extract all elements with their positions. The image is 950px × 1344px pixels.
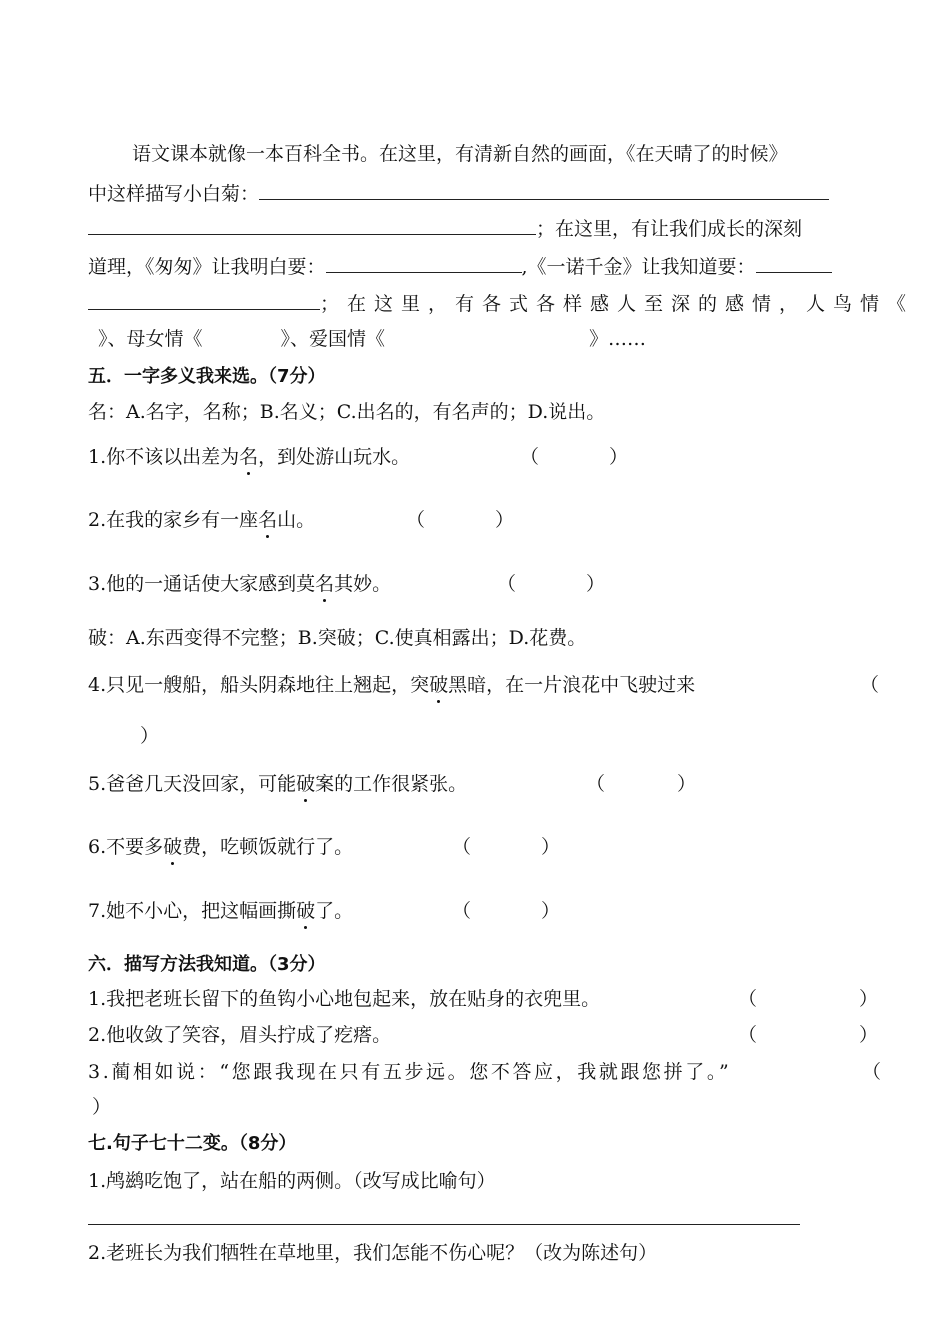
answer-blank-yinuoqianjin-2[interactable]	[88, 289, 320, 310]
intro-line-6-c: 》……	[589, 328, 647, 350]
answer-paren-5-4-close[interactable]: ）	[140, 725, 160, 747]
intro-line-6-a: 》、母女情《	[98, 328, 203, 350]
emphasized-char: 名	[315, 573, 335, 595]
answer-blank-xiaobaiju-1[interactable]	[259, 179, 829, 200]
section-6-title: 六．描写方法我知道。（3分）	[88, 954, 326, 975]
intro-line-2-text: 中这样描写小白菊：	[88, 183, 260, 205]
question-5-3: 3.他的一通话使大家感到莫名其妙。	[88, 573, 392, 595]
intro-line-2	[88, 179, 829, 207]
intro-line-3-text: ；在这里，有让我们成长的深刻	[536, 218, 803, 240]
answer-blank-xiaobaiju-2[interactable]	[88, 214, 536, 235]
answer-paren-5-6[interactable]: （ ）	[452, 836, 561, 858]
answer-paren-6-3-close[interactable]: ）	[92, 1096, 112, 1118]
intro-line-1: 语文课本就像一本百科全书。在这里，有清新自然的画面，《在天晴了的时候》	[132, 143, 788, 165]
question-5-1: 1.你不该以出差为名，到处游山玩水。	[88, 446, 411, 468]
section-5-title: 五．一字多义我来选。（7分）	[88, 366, 326, 387]
emphasized-char: 破	[296, 900, 316, 922]
answer-paren-5-4-open[interactable]: （	[860, 674, 880, 696]
answer-paren-6-3-open[interactable]: （	[862, 1061, 882, 1083]
intro-line-5-text: ；在这里，有各式各样感人至深的感情，人鸟情《	[320, 293, 915, 315]
question-7-2: 2.老班长为我们牺牲在草地里，我们怎能不伤心呢？（改为陈述句）	[88, 1242, 658, 1264]
intro-line-4-a: 道理，《匆匆》让我明白要：	[88, 256, 326, 278]
question-6-2: 2.他收敛了笑容，眉头拧成了疙瘩。	[88, 1024, 392, 1046]
question-5-4: 4.只见一艘船，船头阴森地往上翘起，突破黑暗，在一片浪花中飞驶过来	[88, 674, 696, 696]
question-7-1: 1.鸬鹚吃饱了，站在船的两侧。（改写成比喻句）	[88, 1170, 496, 1192]
answer-line-7-1[interactable]	[88, 1224, 800, 1225]
emphasized-char: 破	[163, 836, 183, 858]
intro-line-4	[88, 252, 832, 280]
emphasized-char: 破	[429, 674, 449, 696]
emphasized-char: 破	[296, 773, 316, 795]
answer-paren-5-2[interactable]: （ ）	[406, 509, 515, 531]
answer-blank-yinuoqianjin-1[interactable]	[756, 252, 832, 273]
answer-blank-congcong[interactable]	[326, 252, 522, 273]
question-6-1: 1.我把老班长留下的鱼钩小心地包起来，放在贴身的衣兜里。	[88, 988, 601, 1010]
question-5-6: 6.不要多破费，吃顿饭就行了。	[88, 836, 354, 858]
section-7-title: 七.句子七十二变。（8分）	[88, 1133, 297, 1154]
answer-paren-5-3[interactable]: （ ）	[497, 573, 606, 595]
question-5-2: 2.在我的家乡有一座名山。	[88, 509, 316, 531]
answer-paren-6-1[interactable]: （ ）	[738, 988, 879, 1010]
answer-paren-6-2[interactable]: （ ）	[738, 1024, 879, 1046]
intro-line-3	[88, 214, 802, 242]
question-5-7: 7.她不小心，把这幅画撕破了。	[88, 900, 354, 922]
intro-line-6	[88, 326, 646, 352]
emphasized-char: 名	[258, 509, 278, 531]
question-6-3: 3.蔺相如说：“您跟我现在只有五步远。您不答应，我就跟您拼了。”	[88, 1061, 732, 1083]
answer-paren-5-7[interactable]: （ ）	[452, 900, 561, 922]
answer-paren-5-1[interactable]: （ ）	[520, 446, 629, 468]
emphasized-char: 名	[239, 446, 259, 468]
intro-line-4-b: ,《一诺千金》让我知道要：	[521, 256, 756, 278]
answer-paren-5-5[interactable]: （ ）	[586, 773, 697, 795]
question-5-5: 5.爸爸几天没回家，可能破案的工作很紧张。	[88, 773, 468, 795]
po-definitions: 破：A.东西变得不完整；B.突破；C.使真相露出；D.花费。	[88, 627, 587, 649]
ming-definitions: 名：A.名字，名称；B.名义；C.出名的，有名声的；D.说出。	[88, 401, 606, 423]
intro-line-5	[88, 289, 914, 317]
intro-line-6-b: 》、爱国情《	[280, 328, 386, 350]
